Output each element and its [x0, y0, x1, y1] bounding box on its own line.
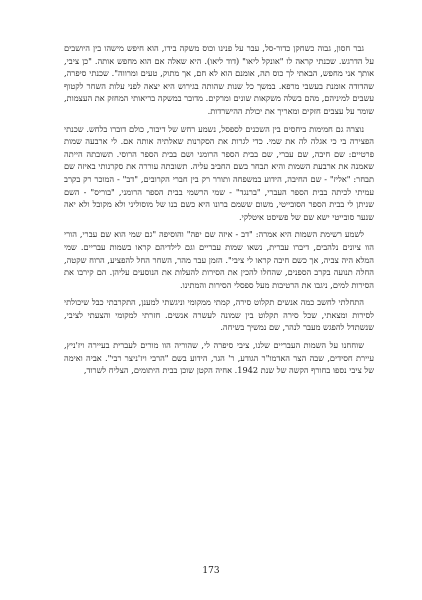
paragraph: לשמע רשימת השמות היא אמרה: "דב - איזה שם יפה" והוסיפה "גם שמי הוא שם עברי, הורי הוו ציונים נלהבים, דיברו עברית, נשאו שמות עבריים וגם לילדיהם קראו בשמות עבריים. שמי המלא היה צביה, אך כשם חיבה קראו לי ציבי". הזמן עבר מהר, השחר החל להפציע, הרוח שקטה, החלה תנועה בקרב הספנים, שהחלו להכין את הסירות להעלות את הנוסעים עליהן. הם קירבו את הסירות למים, ניגבו את הרטיבות מעל ספסלי הסירות והמתינו. — [64, 229, 374, 290]
paragraph: גבר חסון, גבוה כשחקן כדור-סל, עבר על פנינו וכוס משקה בידו, הוא חיפש מישהו בין היושבים על הדרגש. שכנתי קראה לו "אונקל ליאו" (דוד ליאו). היא שאלה אם הוא מחפש אותה. "כן ציבי, אותך אני מחפש, הבאתי לך כוס תה, אומנם הוא לא חם, אך מתוק, טעים ומרווה". שכנתי סיפרה, שהדודה אומנת בעשבי מרפא. במשך כל שנות שהותה בגירוש היא יצאה לפני עלות השחר לקטוף עשבים למיניהם, מהם בשלה משקאות שונים ומרקים. מדובר במשקה בריאותי המחזק את העצמות, שומר על עצבים חזקים ומאריך את יכולת ההישרדות. — [64, 43, 374, 116]
body-text — [64, 42, 374, 382]
paragraph: שוחחנו על השמות העבריים שלנו, ציבי סיפרה לי, שהוריה הוו מורים לעברית בעיירה ויז'ניץ, עיירת חסידים, שבה הצר האדמו"ר הגודע, ר' הגר, הידוע בשם "הרבי ויז'ניצר רבי". אביה ואימה של ציבי נספו בחורף הקשה של שנת 1942. אחיה הקטן שוכן בבית היתומים, הצליח לשרוד, — [64, 340, 374, 376]
paragraph: התחלתי לחשב כמה אנשים תקלוט סירה, קמתי ממקומי וניגשתי למענן, התקרבתי כבל שיכולתי לסירות ומצאתי, שכל סירה תקלוט בין שמונה לעשרה אנשים. חזרתי למקומי והצעתי לציבי, שנשתדל להפגש מעבר לנהר, שם נמשיך בשיחה. — [64, 297, 374, 333]
page-number: 173 — [202, 566, 220, 576]
paragraph: נוצרה גם חמימות ביחסים בין השכנים לספסל, נשמע רחש של דיבור, כולם דוברו בלחש. שכנתי הפצירה בי כי אגלה לה את שמי. כדי לגרות את הסקרנות שאלתיה אותה אם. לי ארבעה שמות פרטיים: שם חיבה, שם עברי, שם בבית הספר הרומני ושם בבית הספר הרוסי. תשובתה הייתה שאמנה את ארבעת השמות והיא תבחר בשם החביב עליה. תשובתה עוררה את סקרנותי באיזה שם תבחר: "אליז" - שם החיבה, הידוע במשפחה ותורר רק בין חברי הקרובים, "דב" - המוכר רק בקרב עמיתי לכיתה בבית הספר העברי, "ברנגד" - שמי הרשמי בבית הספר הרומני, "בוריס" - השם שניתן לי בבית הספר הסובייטי, משום ששמם ברונו היא כשם בנו של מוסוליני ולא מקובל ולא יאה שנער סובייטי ישא שם של פשיסט איטלקי. — [64, 123, 374, 222]
